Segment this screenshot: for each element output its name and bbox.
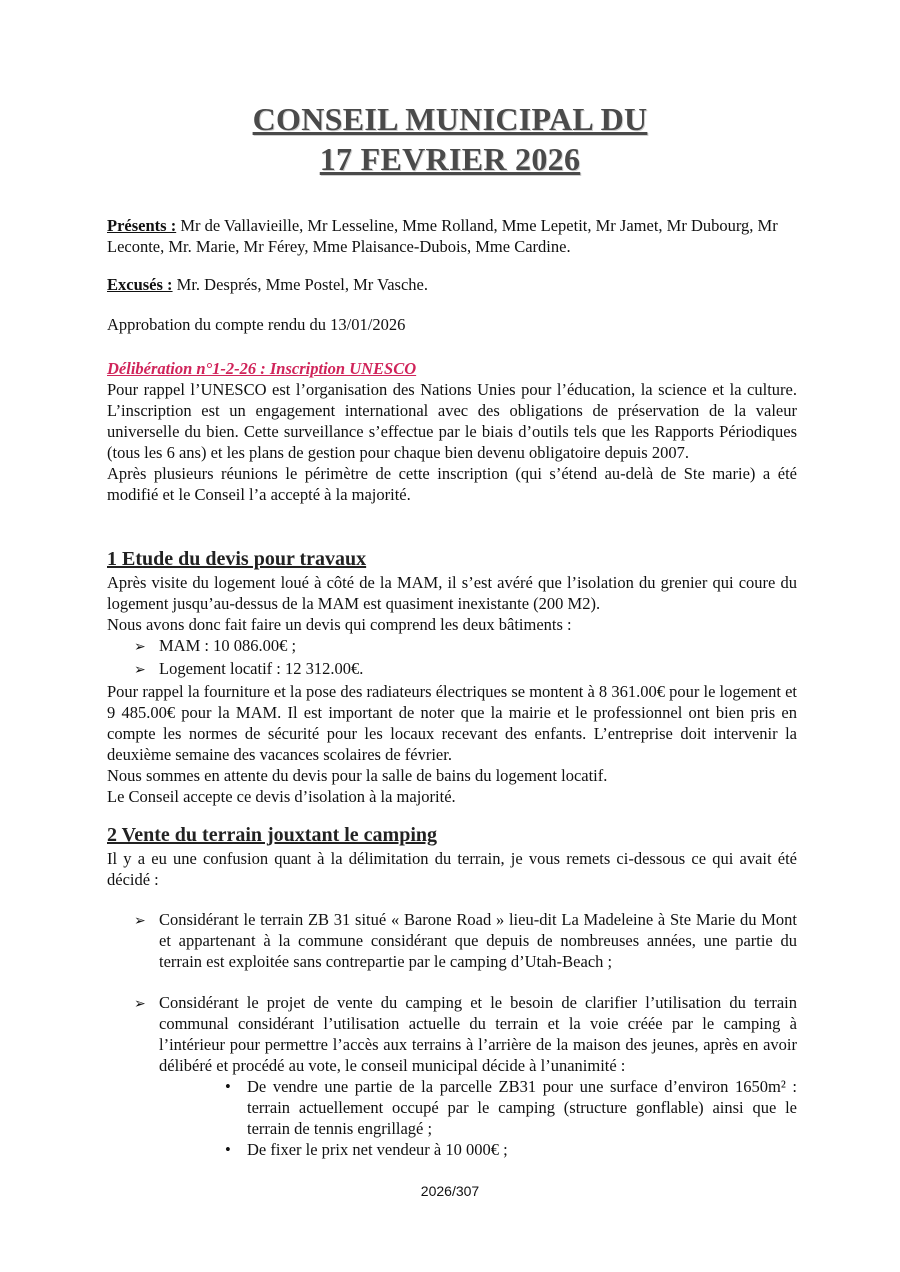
deliberation-paragraph-2: Après plusieurs réunions le périmètre de cette inscription (qui s’étend au-delà de Ste marie) a été modifié et le Conseil l’a accepté à la majorité. — [107, 464, 797, 504]
title-line-1: CONSEIL MUNICIPAL DU — [252, 101, 648, 137]
decision-list — [107, 1076, 797, 1160]
section-1-paragraph-1: Après visite du logement loué à côté de la MAM, il s’est avéré que l’isolation du grenier qui coure du logement jusqu’au-dessus de la MAM est quasiment inexistante (200 M2). — [107, 573, 797, 613]
section-1 — [107, 546, 797, 807]
devis-item-mam: MAM : 10 086.00€ ; — [159, 636, 297, 655]
title-line-2: 17 FEVRIER 2026 — [319, 141, 581, 177]
list-item — [225, 1076, 797, 1139]
presents-label: Présents : — [107, 216, 177, 235]
decision-item-1: De vendre une partie de la parcelle ZB31 pour une surface d’environ 1650m² : terrain actuellement occupé par le camping (structure gonflable) ainsi que le terrain de tennis engrillagé ; — [247, 1077, 797, 1138]
considerant-1 — [107, 909, 797, 972]
deliberation-paragraph-1: Pour rappel l’UNESCO est l’organisation des Nations Unies pour l’éducation, la science et la culture. L’inscription est un engagement international avec des obligations de préservation de la valeur universelle du bien. Cette surveillance s’effectue par le biais d’outils tels que les Rapports Périodiques (tous les 6 ans) et les plans de gestion pour chaque bien devenu obligatoire depuis 2007. — [107, 380, 797, 462]
page-number: 2026/307 — [420, 1183, 480, 1199]
section-2-intro: Il y a eu une confusion quant à la délimitation du terrain, je vous remets ci-dessous ce qui avait été décidé : — [107, 849, 797, 889]
devis-item-logement: Logement locatif : 12 312.00€. — [159, 659, 364, 678]
excuses-label: Excusés : — [107, 275, 173, 294]
section-1-heading: 1 Etude du devis pour travaux — [107, 548, 367, 570]
considerant-1-text: Considérant le terrain ZB 31 situé « Barone Road » lieu-dit La Madeleine à Ste Marie du Mont et appartenant à la commune considérant que depuis de nombreuses années, une partie du terrain est exploitée sans contrepartie par le camping d’Utah-Beach ; — [159, 910, 797, 971]
decision-item-2: De fixer le prix net vendeur à 10 000€ ; — [247, 1140, 508, 1159]
section-1-paragraph-2: Nous avons donc fait faire un devis qui comprend les deux bâtiments : — [107, 615, 572, 634]
arrow-bullet-icon: ➢ — [134, 914, 146, 929]
bullet-dot-icon: • — [225, 1077, 231, 1096]
considerant-2 — [107, 992, 797, 1160]
presents-paragraph — [107, 215, 797, 257]
section-2 — [107, 822, 797, 890]
list-item — [225, 1139, 797, 1160]
list-item — [134, 658, 797, 681]
arrow-bullet-icon: ➢ — [134, 663, 146, 678]
list-item — [134, 635, 797, 658]
section-1-paragraph-4: Nous sommes en attente du devis pour la salle de bains du logement locatif. — [107, 766, 608, 785]
arrow-bullet-icon: ➢ — [134, 640, 146, 655]
deliberation-section — [107, 358, 797, 505]
section-1-paragraph-5: Le Conseil accepte ce devis d’isolation à la majorité. — [107, 787, 456, 806]
section-1-paragraph-3: Pour rappel la fourniture et la pose des radiateurs électriques se montent à 8 361.00€ pour le logement et 9 485.00€ pour la MAM. Il est important de noter que la mairie et le professionnel ont bien pris en compte les normes de sécurité pour les locaux recevant des enfants. L’entreprise doit intervenir la deuxième semaine des vacances scolaires de février. — [107, 682, 797, 764]
devis-list — [107, 635, 797, 681]
bullet-dot-icon: • — [225, 1140, 231, 1159]
presents-text: Mr de Vallavieille, Mr Lesseline, Mme Rolland, Mme Lepetit, Mr Jamet, Mr Dubourg, Mr Leconte, Mr. Marie, Mr Férey, Mme Plaisance-Dubois, Mme Cardine. — [107, 216, 778, 256]
considerant-2-text: Considérant le projet de vente du camping et le besoin de clarifier l’utilisation du terrain communal considérant l’utilisation actuelle du terrain et la voie créée par le camping à l’intérieur pour permettre l’accès aux terrains à l’arrière de la maison des jeunes, après en avoir délibéré et procédé au vote, le conseil municipal décide à l’unanimité : — [159, 993, 797, 1075]
deliberation-heading: Délibération n°1-2-26 : Inscription UNESCO — [107, 359, 417, 378]
section-2-heading: 2 Vente du terrain jouxtant le camping — [107, 824, 437, 846]
excuses-text: Mr. Després, Mme Postel, Mr Vasche. — [172, 275, 428, 294]
excuses-paragraph — [107, 274, 797, 295]
arrow-bullet-icon: ➢ — [134, 997, 146, 1012]
approbation-text: Approbation du compte rendu du 13/01/2026 — [107, 315, 406, 334]
